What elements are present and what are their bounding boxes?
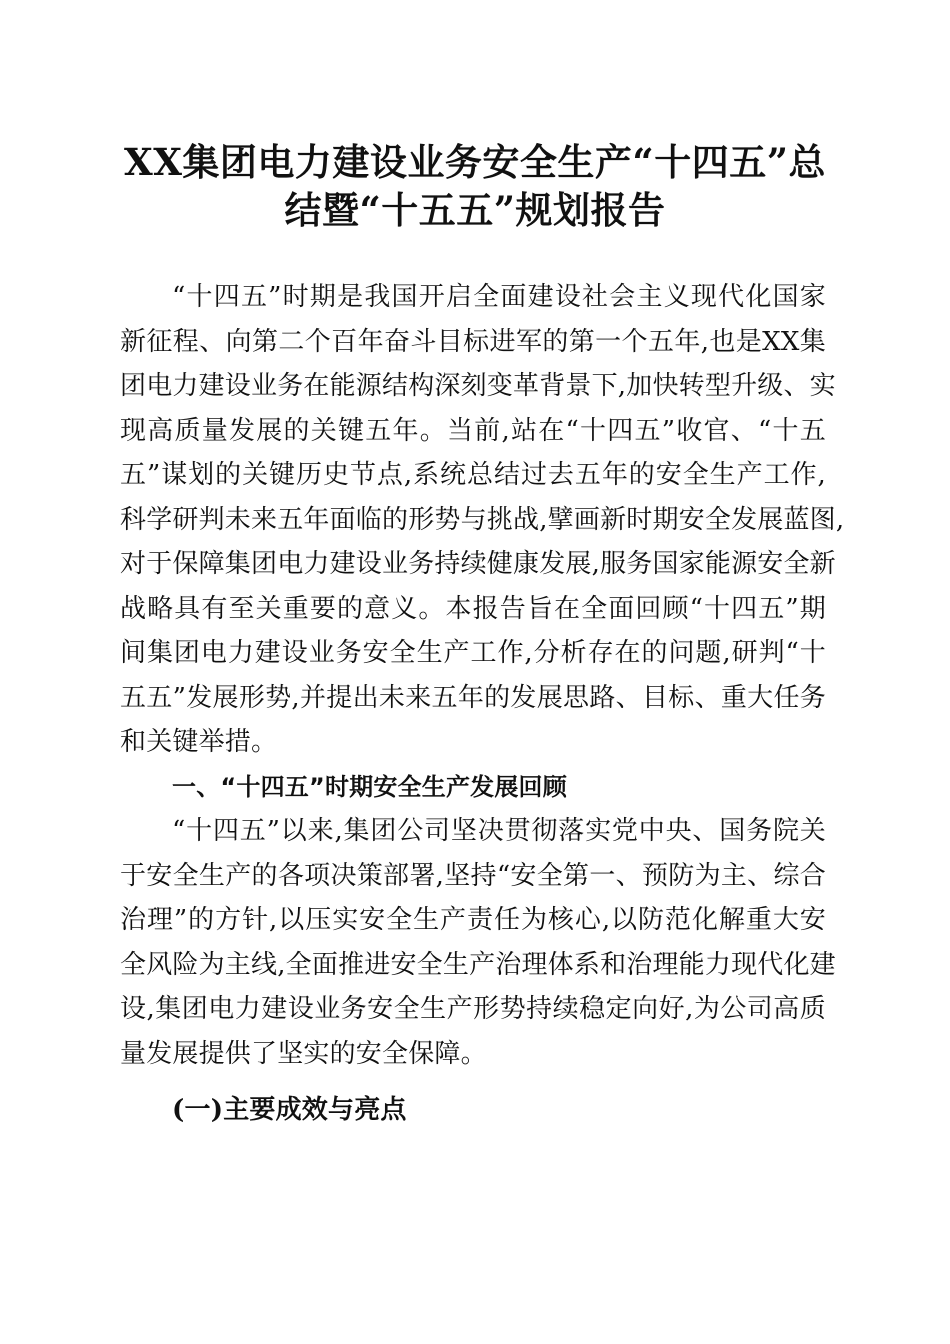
paragraph-line: 治理”的方针,以压实安全生产责任为核心,以防范化解重大安 <box>120 905 826 935</box>
paragraph-line: 现高质量发展的关键五年。当前,站在“十四五”收官、“十五 <box>120 415 826 446</box>
section-paragraph <box>120 809 836 1076</box>
paragraph-line: 科学研判未来五年面临的形势与挑战,擘画新时期安全发展蓝图, <box>120 504 845 535</box>
paragraph-line: 团电力建设业务在能源结构深刻变革背景下,加快转型升级、实 <box>120 371 836 401</box>
spacer <box>120 1076 826 1088</box>
paragraph-line: 间集团电力建设业务安全生产工作,分析存在的问题,研判“十 <box>120 638 826 668</box>
paragraph-line: 设,集团电力建设业务安全生产形势持续稳定向好,为公司高质 <box>120 994 826 1024</box>
subsection-heading: (一)主要成效与亮点 <box>172 1095 407 1125</box>
document-title <box>110 138 840 234</box>
paragraph-line: 全风险为主线,全面推进安全生产治理体系和治理能力现代化建 <box>120 949 836 980</box>
paragraph-line: 于安全生产的各项决策部署,坚持“安全第一、预防为主、综合 <box>120 860 826 891</box>
paragraph-line: 量发展提供了坚实的安全保障。 <box>120 1038 487 1069</box>
paragraph-line: 和关键举措。 <box>120 727 278 757</box>
paragraph-line: 五”谋划的关键历史节点,系统总结过去五年的安全生产工作, <box>120 460 826 490</box>
paragraph-line: 五五”发展形势,并提出未来五年的发展思路、目标、重大任务 <box>120 682 826 713</box>
intro-paragraph <box>120 275 845 765</box>
paragraph-line: “十四五”时期是我国开启全面建设社会主义现代化国家 <box>172 282 826 312</box>
title-line-2: 结暨“十五五”规划报告 <box>284 188 666 232</box>
document-body <box>120 275 845 1133</box>
title-line-1: XX集团电力建设业务安全生产“十四五”总 <box>124 140 826 184</box>
section-heading: 一、“十四五”时期安全生产发展回顾 <box>172 772 567 801</box>
paragraph-line: 战略具有至关重要的意义。本报告旨在全面回顾“十四五”期 <box>120 593 826 624</box>
paragraph-line: “十四五”以来,集团公司坚决贯彻落实党中央、国务院关 <box>172 816 826 846</box>
paragraph-line: 对于保障集团电力建设业务持续健康发展,服务国家能源安全新 <box>120 549 836 579</box>
paragraph-line: 新征程、向第二个百年奋斗目标进军的第一个五年,也是XX集 <box>120 326 826 357</box>
